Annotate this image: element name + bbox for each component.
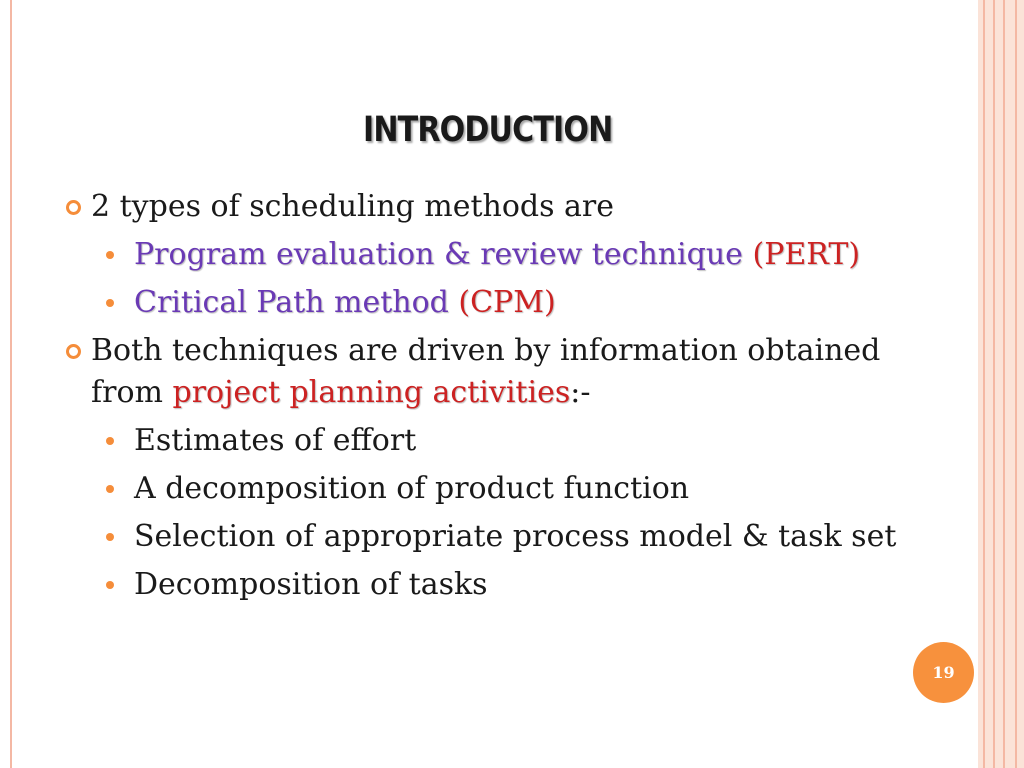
bullet-text-prefix: from [91,375,163,410]
sub-bullet-item [60,561,940,609]
sub-bullet-item [60,279,940,327]
slide-title: INTRODUCTION [363,110,613,150]
sub-bullet-text: Selection of appropriate process model & task set [134,519,897,554]
highlight-text: project planning activities [172,375,571,410]
dot-bullet-icon [106,533,114,541]
sub-bullet-item [60,513,940,561]
bullet-text-suffix: :- [570,375,591,410]
sub-bullet-item [60,231,940,279]
right-frame-stripe [1003,0,1005,768]
page-number: 19 [932,663,955,682]
dot-bullet-icon [106,581,114,589]
left-frame-line [10,0,12,768]
right-frame-stripe [983,0,985,768]
bullet-text: Both techniques are driven by information obtained [91,333,881,368]
sub-bullet-text: Program evaluation & review technique [134,237,743,272]
ring-bullet-icon [66,344,81,359]
ring-bullet-icon [66,200,81,215]
sub-bullet-accent: (PERT) [752,237,861,272]
bullet-item [60,183,940,231]
sub-bullet-text: Critical Path method [134,285,449,320]
dot-bullet-icon [106,251,114,259]
bullet-continuation [60,369,940,417]
bullet-item [60,327,940,375]
sub-bullet-text: Estimates of effort [134,423,417,458]
sub-bullet-text: A decomposition of product function [134,471,690,506]
right-frame-stripe [993,0,995,768]
slide-content [60,183,940,609]
sub-bullet-text: Decomposition of tasks [134,567,488,602]
sub-bullet-item [60,417,940,465]
dot-bullet-icon [106,299,114,307]
sub-bullet-accent: (CPM) [458,285,556,320]
dot-bullet-icon [106,485,114,493]
bullet-text: 2 types of scheduling methods are [91,189,615,224]
sub-bullet-item [60,465,940,513]
page-number-badge [913,642,974,703]
dot-bullet-icon [106,437,114,445]
right-frame-stripe [1015,0,1017,768]
